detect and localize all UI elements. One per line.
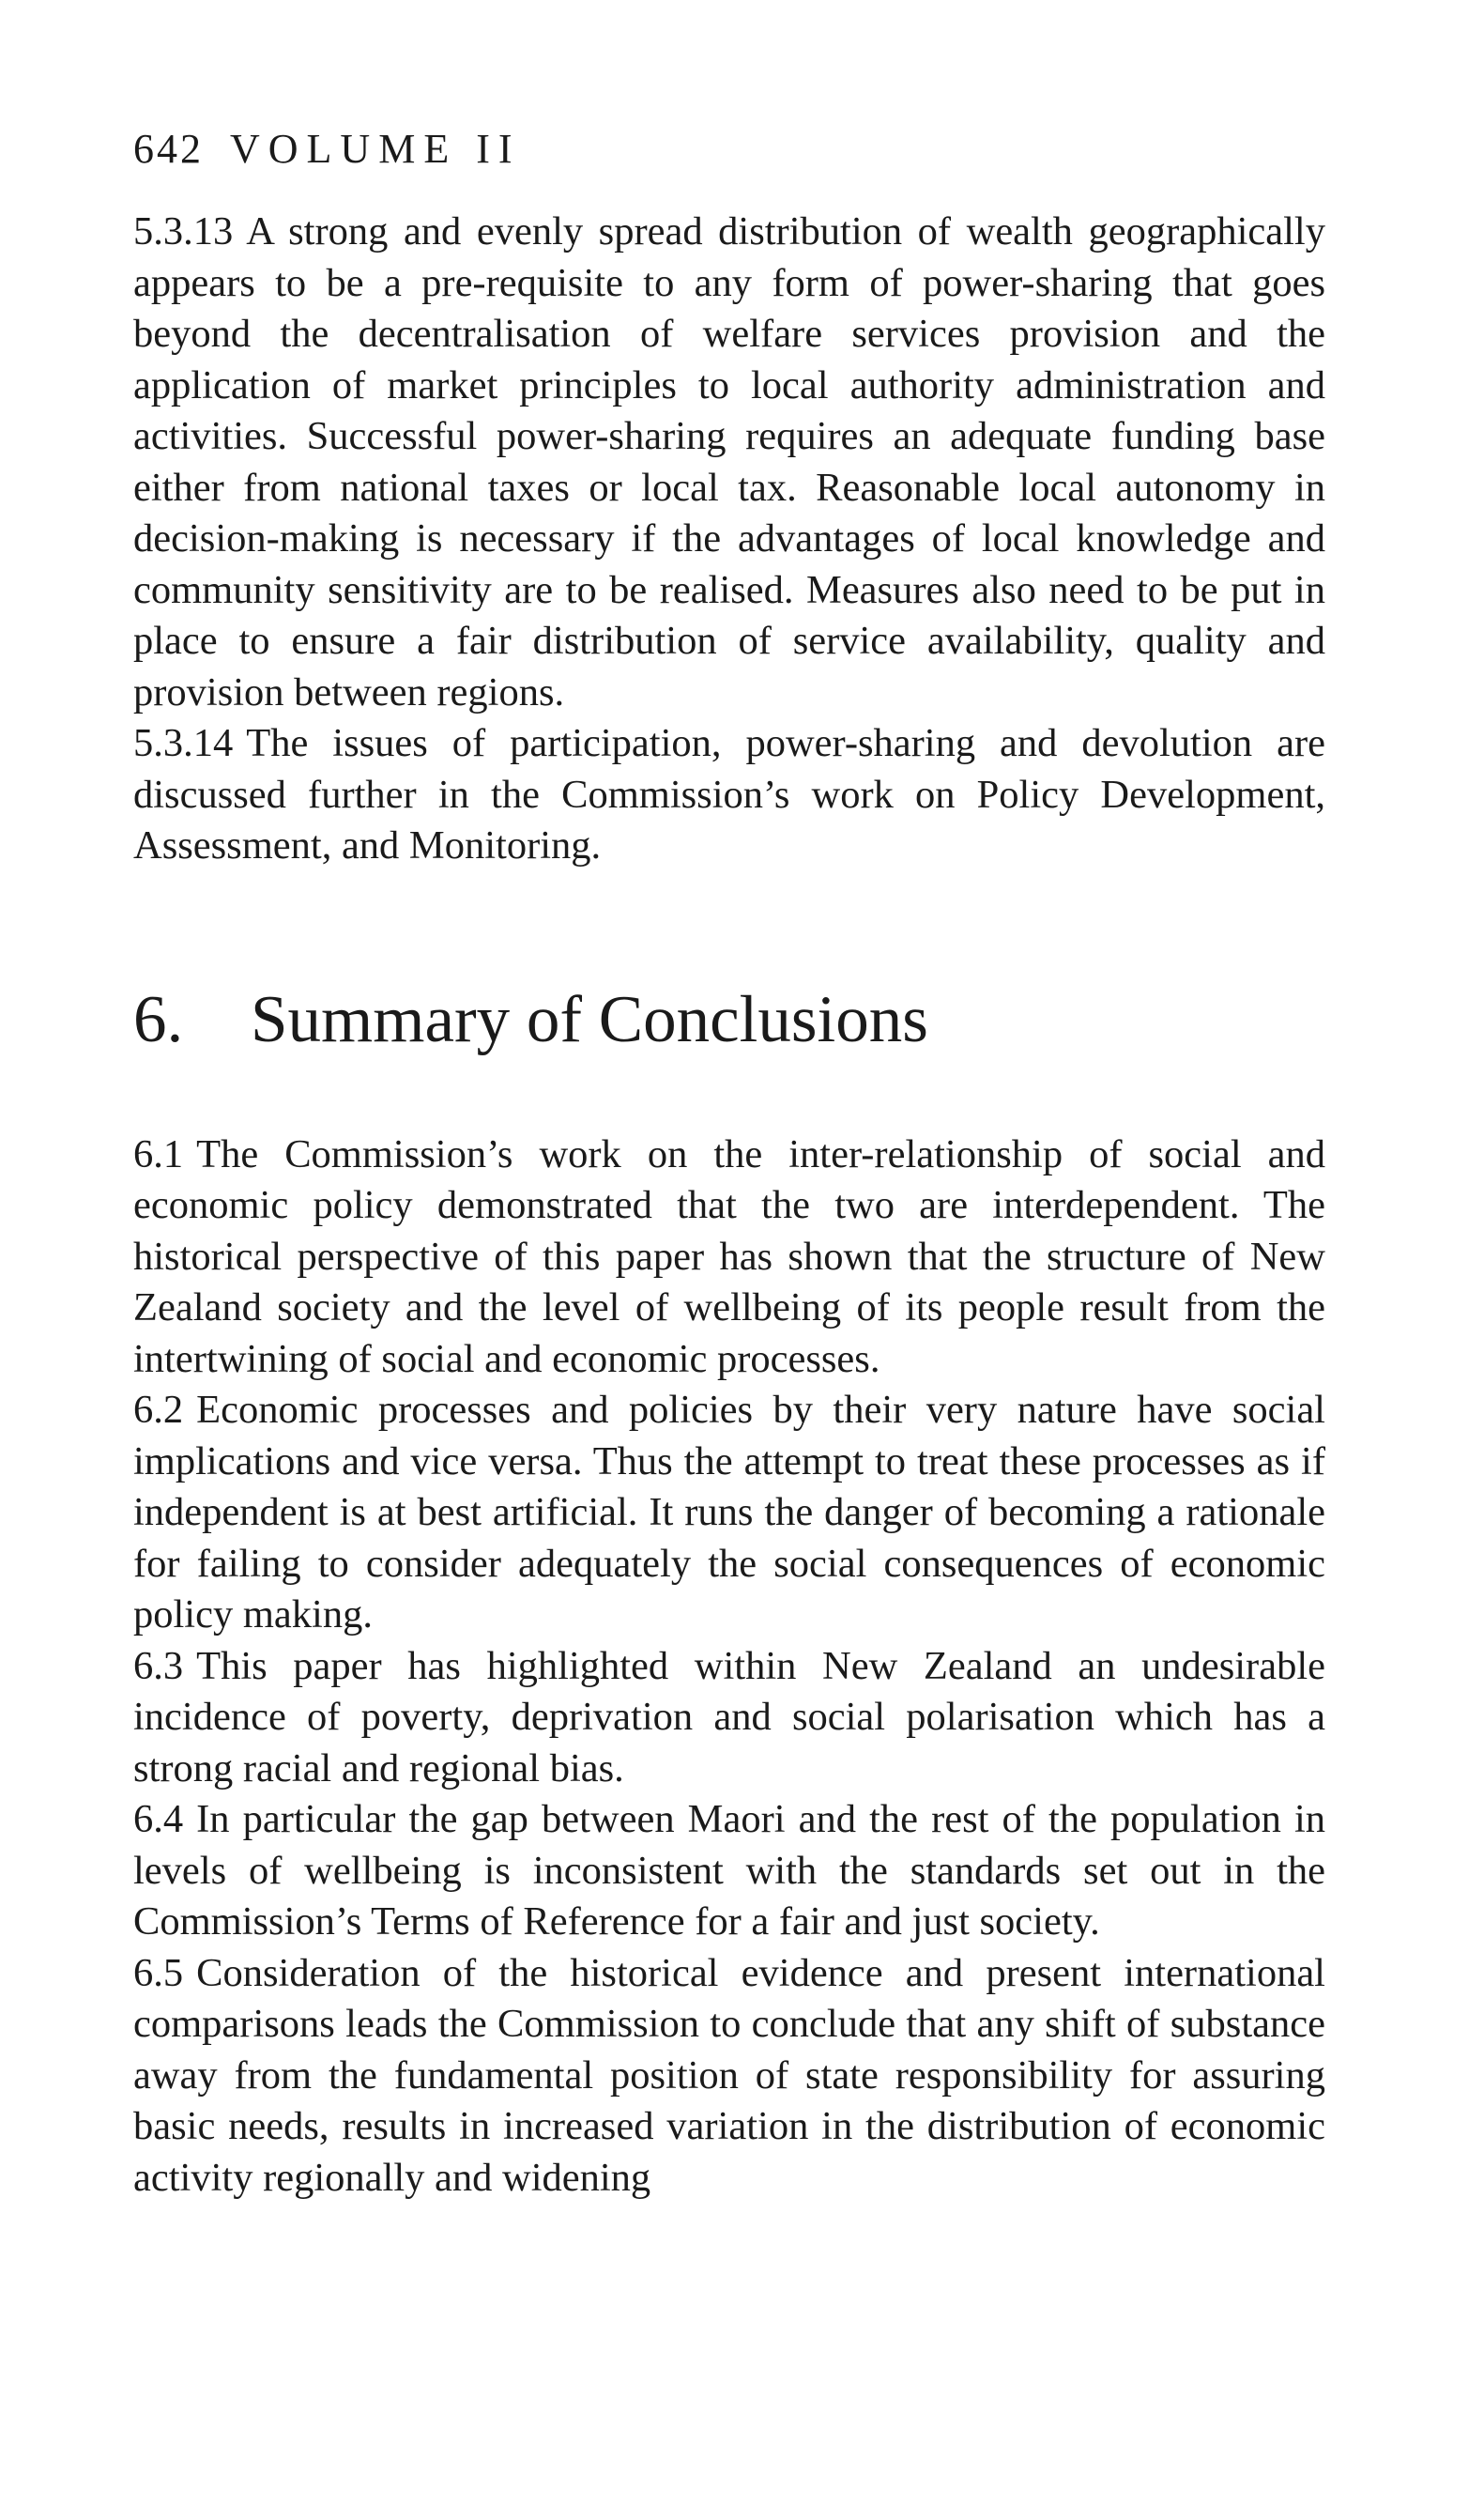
paragraph-text: Consideration of the historical evidence and present international comparisons leads the Commission to conclude that any shift of substance away from the fundamental position of state responsibility for assuring basic needs, results in increased variation in the distribution of economic activity regionally and widening bbox=[133, 1950, 1325, 2200]
running-head bbox=[133, 120, 1325, 178]
paragraph-number: 6.4 bbox=[133, 1797, 184, 1841]
paragraph-text: This paper has highlighted within New Zealand an undesirable incidence of poverty, deprivation and social polarisation which has a strong racial and regional bias. bbox=[133, 1643, 1325, 1790]
paragraph-6-5 bbox=[133, 1948, 1325, 2205]
paragraph-number: 5.3.13 bbox=[133, 209, 234, 254]
paragraph-6-1 bbox=[133, 1130, 1325, 1386]
paragraph-text: The Commission’s work on the inter-relationship of social and economic policy demonstrated that the two are interdependent. The historical perspective of this paper has shown that the structure of New Zealand society and the level of wellbeing of its people result from the intertwining of social and economic processes. bbox=[133, 1131, 1325, 1381]
paragraph-number: 5.3.14 bbox=[133, 721, 234, 765]
volume-label: VOLUME II bbox=[230, 126, 521, 172]
paragraph-text: Economic processes and policies by their very nature have social implications and vice versa. Thus the attempt to treat these processes as if independent is at best artificial. It runs the danger of becoming a rationale for failing to consider adequately the social consequences of economic policy making. bbox=[133, 1388, 1325, 1637]
paragraph-5-3-14 bbox=[133, 718, 1325, 872]
paragraph-6-3 bbox=[133, 1641, 1325, 1795]
paragraph-number: 6.1 bbox=[133, 1131, 184, 1176]
paragraph-text: A strong and evenly spread distribution of wealth geographically appears to be a pre-requisite to any form of power-sharing that goes beyond the decentralisation of welfare services provision and the application of market principles to local authority administration and activities. Successful power-sharing requires an adequate funding base either from national taxes or local tax. Reasonable local autonomy in decision-making is necessary if the advantages of local knowledge and community sensitivity are to be realised. Measures also need to be put in place to ensure a fair distribution of service availability, quality and provision between regions. bbox=[133, 209, 1325, 715]
page bbox=[133, 120, 1325, 2204]
paragraph-number: 6.3 bbox=[133, 1643, 184, 1688]
section-number: 6. bbox=[133, 982, 184, 1056]
section-title: Summary of Conclusions bbox=[251, 982, 928, 1056]
page-number: 642 bbox=[133, 126, 204, 172]
paragraph-text: In particular the gap between Maori and the rest of the population in levels of wellbeing is inconsistent with the standards set out in the Commission’s Terms of Reference for a fair and just society. bbox=[133, 1797, 1325, 1944]
paragraph-number: 6.5 bbox=[133, 1950, 184, 1995]
paragraph-5-3-13 bbox=[133, 207, 1325, 718]
paragraph-text: The issues of participation, power-sharing and devolution are discussed further in the Commission’s work on Policy Development, Assessment, and Monitoring. bbox=[133, 721, 1325, 868]
paragraph-6-2 bbox=[133, 1385, 1325, 1641]
paragraph-number: 6.2 bbox=[133, 1388, 184, 1432]
section-heading bbox=[133, 977, 1325, 1062]
paragraph-6-4 bbox=[133, 1794, 1325, 1948]
